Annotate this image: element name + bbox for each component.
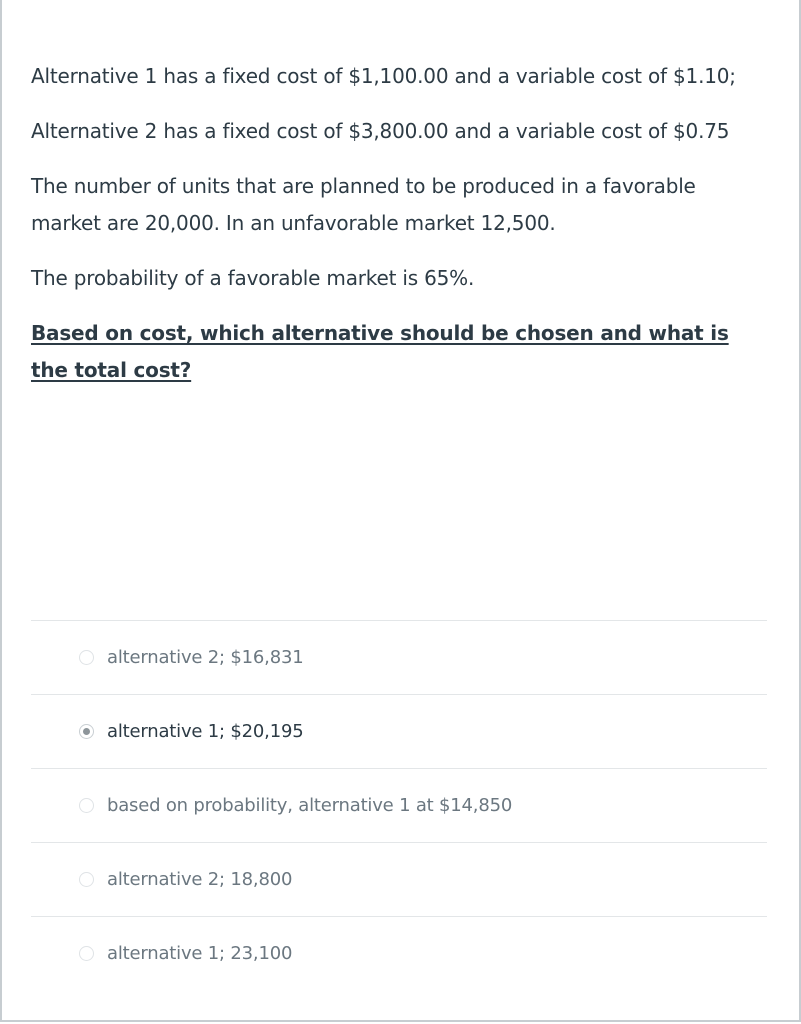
answer-list bbox=[31, 620, 767, 990]
question-paragraph: Alternative 1 has a fixed cost of $1,100.00 and a variable cost of $1.10; bbox=[31, 64, 736, 88]
answer-label[interactable]: alternative 2; $16,831 bbox=[107, 647, 304, 668]
radio-button[interactable] bbox=[79, 872, 94, 887]
answer-option[interactable] bbox=[31, 842, 767, 916]
radio-button[interactable] bbox=[79, 650, 94, 665]
answer-option[interactable] bbox=[31, 768, 767, 842]
question-paragraph: The number of units that are planned to be produced in a favorable market are 20,000. In an unfavorable market 12,500. bbox=[31, 174, 696, 235]
answer-label[interactable]: alternative 1; $20,195 bbox=[107, 721, 304, 742]
question-paragraph: The probability of a favorable market is 65%. bbox=[31, 266, 475, 290]
question-text bbox=[31, 58, 761, 407]
answer-label[interactable]: alternative 1; 23,100 bbox=[107, 943, 293, 964]
answer-label[interactable]: alternative 2; 18,800 bbox=[107, 869, 293, 890]
answer-option[interactable] bbox=[31, 620, 767, 694]
answer-option[interactable] bbox=[31, 916, 767, 990]
question-paragraph: Alternative 2 has a fixed cost of $3,800.00 and a variable cost of $0.75 bbox=[31, 119, 730, 143]
answer-label[interactable]: based on probability, alternative 1 at $14,850 bbox=[107, 795, 513, 816]
radio-button-selected[interactable] bbox=[79, 724, 94, 739]
question-prompt: Based on cost, which alternative should be chosen and what is the total cost? bbox=[31, 321, 729, 382]
radio-button[interactable] bbox=[79, 798, 94, 813]
answer-option[interactable] bbox=[31, 694, 767, 768]
radio-button[interactable] bbox=[79, 946, 94, 961]
